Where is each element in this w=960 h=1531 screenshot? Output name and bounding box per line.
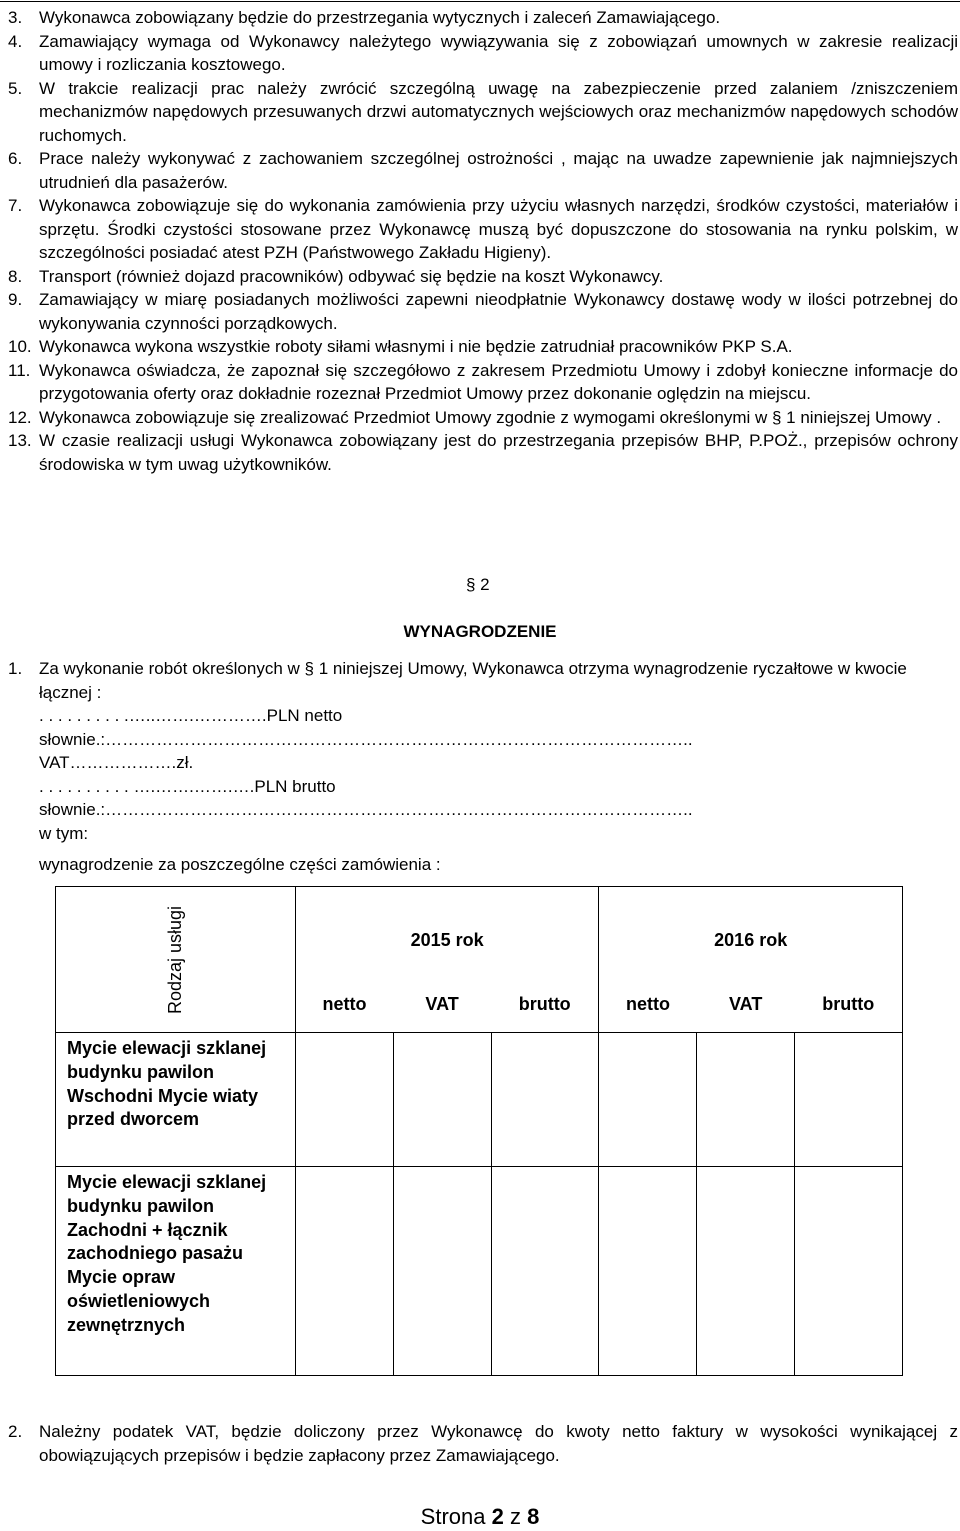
value-cell: [795, 1167, 903, 1376]
list-item: 11. Wykonawca oświadcza, że zapoznał się szczegółowo z zakresem Przedmiotu Umowy i zdobył konieczne informacje do przygotowania oferty oraz dokładnie rozeznał Przedmiot Umowy przez dokonanie oględzin na miejscu.: [8, 360, 958, 403]
list-item: 1. Za wykonanie robót określonych w § 1 niniejszej Umowy, Wykonawca otrzyma wynagrodzenie ryczałtowe w kwocie łącznej :: [8, 659, 907, 702]
obligations-list: [8, 6, 958, 476]
value-cell: [697, 1033, 795, 1167]
value-cell: [295, 1167, 393, 1376]
section-sign: § 2: [466, 575, 490, 594]
col-brutto: brutto: [795, 992, 903, 1033]
including-line: w tym:: [39, 823, 89, 843]
table-intro: wynagrodzenie za poszczególne części zamówienia :: [39, 855, 441, 874]
year-2016-header: 2016 rok: [599, 887, 903, 993]
page-total: 8: [527, 1504, 540, 1529]
col-netto: netto: [599, 992, 697, 1033]
table-row: [56, 1167, 903, 1376]
service-type-header: Rodzaj usługi: [56, 887, 296, 1033]
list-item: 9. Zamawiający w miarę posiadanych możliwości zapewni nieodpłatnie Wykonawcy dostawę wody w ilości potrzebnej do wykonywania czynności porządkowych.: [8, 290, 958, 333]
remuneration-table: [55, 886, 903, 1376]
value-cell: [393, 1033, 491, 1167]
value-cell: [599, 1033, 697, 1167]
value-cell: [393, 1167, 491, 1376]
vat-note: [8, 1420, 958, 1467]
value-cell: [599, 1167, 697, 1376]
value-cell: [295, 1033, 393, 1167]
col-netto: netto: [295, 992, 393, 1033]
list-item: 8. Transport (również dojazd pracowników) odbywać się będzie na koszt Wykonawcy.: [8, 266, 664, 286]
list-item: 5. W trakcie realizacji prac należy zwrócić szczególną uwagę na zabezpieczenie przed zalaniem /zniszczeniem mechanizmów napędowych przesuwanych drzwi automatycznych wejściowych oraz mechanizmów napędowych schodów ruchomych.: [8, 78, 958, 145]
service-cell: Mycie elewacji szklanej budynku pawilon Wschodni Mycie wiaty przed dworcem: [56, 1033, 296, 1167]
year-2015-header: 2015 rok: [295, 887, 599, 993]
list-item: 3. Wykonawca zobowiązany będzie do przestrzegania wytycznych i zaleceń Zamawiającego.: [8, 8, 721, 27]
list-item: 6. Prace należy wykonywać z zachowaniem szczególnej ostrożności , mając na uwadze zapewnienie jak najmniejszych utrudnień dla pasażerów.: [8, 149, 958, 192]
col-vat: VAT: [697, 992, 795, 1033]
value-cell: [491, 1033, 599, 1167]
top-rule: [0, 1, 960, 2]
table-row: [56, 887, 903, 993]
list-item: 10. Wykonawca wykona wszystkie roboty siłami własnymi i nie będzie zatrudniał pracowników PKP S.A.: [8, 337, 793, 356]
section-title: WYNAGRODZENIE: [403, 622, 557, 641]
service-cell: Mycie elewacji szklanej budynku pawilon Zachodni + łącznik zachodniego pasażu Mycie opraw oświetleniowych zewnętrznych: [56, 1167, 296, 1376]
value-cell: [491, 1167, 599, 1376]
amount-words-line: słownie.:…………………………………………………………………………………………..: [39, 800, 693, 819]
col-vat: VAT: [393, 992, 491, 1033]
list-item: 2. Należny podatek VAT, będzie doliczony przez Wykonawcę do kwoty netto faktury w wysokości wynikającej z obowiązujących przepisów i będzie zapłacony przez Zamawiającego.: [8, 1422, 958, 1465]
amount-brutto-line: . . . . . . . . . . ….…….…….….PLN brutto: [39, 776, 336, 796]
value-cell: [795, 1033, 903, 1167]
vat-line: VAT……………….zł.: [39, 753, 194, 772]
col-brutto: brutto: [491, 992, 599, 1033]
amount-words-line: słownie.:…………………………………………………………………………………………..: [39, 729, 693, 749]
amount-netto-line: . . . . . . . . . .…..…….………….PLN netto: [39, 706, 343, 725]
page-footer: Strona 2 z 8: [420, 1504, 540, 1529]
table-row: [56, 1033, 903, 1167]
list-item: 4. Zamawiający wymaga od Wykonawcy należytego wywiązywania się z zobowiązań umownych w zakresie realizacji umowy i rozliczania kosztowego.: [8, 31, 958, 74]
list-item: 12. Wykonawca zobowiązuje się zrealizować Przedmiot Umowy zgodnie z wymogami określonymi w § 1 niniejszej Umowy .: [8, 407, 942, 427]
remuneration-section: [8, 657, 958, 877]
list-item: 13. W czasie realizacji usługi Wykonawca zobowiązany jest do przestrzegania przepisów BHP, P.POŻ., przepisów ochrony środowiska w tym uwag użytkowników.: [8, 431, 958, 474]
list-item: 7. Wykonawca zobowiązuje się do wykonania zamówienia przy użyciu własnych narzędzi, środków czystości, materiałów i sprzętu. Środki czystości stosowane przez Wykonawcę muszą być dopuszczone do stosowania na rynku polskim, w szczególności posiadać atest PZH (Państwowego Zakładu Higieny).: [8, 196, 958, 262]
page-number: 2: [491, 1504, 504, 1529]
value-cell: [697, 1167, 795, 1376]
